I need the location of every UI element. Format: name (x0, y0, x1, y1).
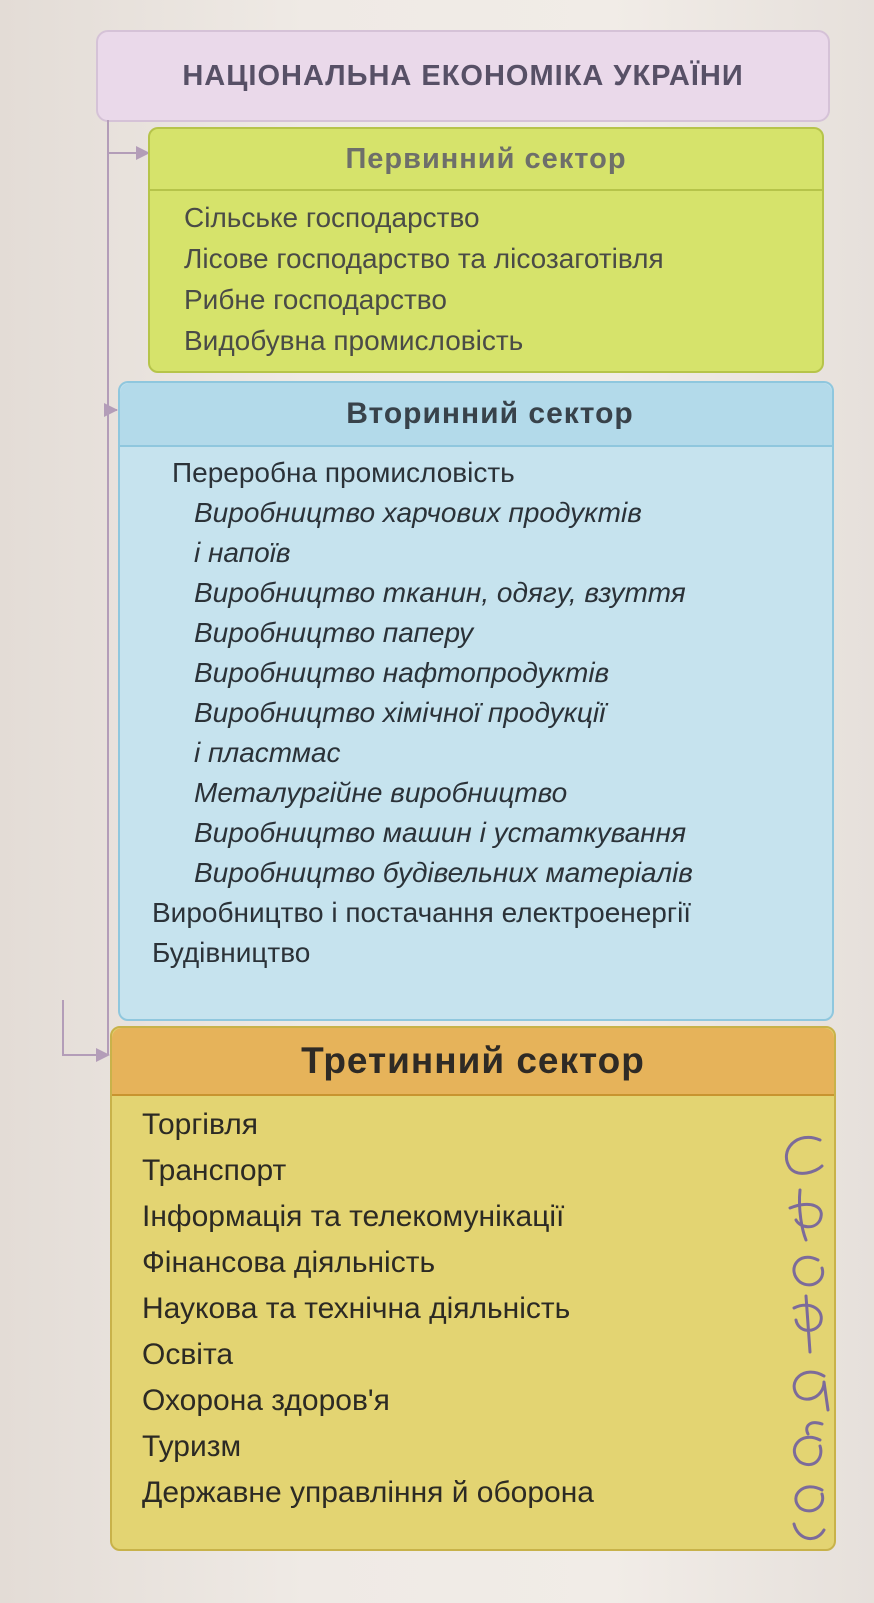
handwritten-note (760, 1120, 850, 1550)
primary-item: Лісове господарство та лісозаготівля (184, 243, 664, 274)
processing-industry: Переробна промисловість (172, 457, 515, 488)
tertiary-item: Торгівля (142, 1108, 258, 1141)
construction-item: Будівництво (152, 937, 311, 968)
secondary-sector-header: Вторинний сектор (120, 383, 832, 447)
energy-item: Виробництво і постачання електроенергії (152, 897, 692, 928)
processing-sub-item: Виробництво паперу (194, 617, 474, 648)
tertiary-sector-box (110, 1026, 836, 1551)
tertiary-item: Туризм (142, 1430, 242, 1463)
connector-vertical (107, 120, 109, 1055)
primary-item: Рибне господарство (184, 284, 447, 315)
diagram-title: НАЦІОНАЛЬНА ЕКОНОМІКА УКРАЇНИ (182, 59, 744, 92)
processing-sub-item: Виробництво хімічної продукції (194, 697, 606, 728)
arrow-secondary-icon (104, 403, 118, 417)
connector-tertiary-stem (62, 1000, 64, 1056)
title-box (96, 30, 830, 122)
processing-sub-item: Виробництво тканин, одягу, взуття (194, 577, 686, 608)
tertiary-sector-header: Третинний сектор (112, 1028, 834, 1096)
processing-sub-item: Виробництво харчових продуктів (194, 497, 642, 528)
processing-sub-item: і пластмас (194, 737, 341, 768)
tertiary-item: Державне управління й оборона (142, 1476, 594, 1509)
tertiary-item: Інформація та телекомунікації (142, 1200, 565, 1233)
primary-sector-list (150, 191, 822, 361)
primary-sector-header: Первинний сектор (150, 129, 822, 191)
primary-sector-box (148, 127, 824, 373)
primary-item: Сільське господарство (184, 202, 480, 233)
tertiary-sector-list (112, 1096, 834, 1516)
processing-sub-item: Виробництво будівельних матеріалів (194, 857, 693, 888)
secondary-sector-box (118, 381, 834, 1021)
tertiary-item: Наукова та технічна діяльність (142, 1292, 571, 1325)
arrow-tertiary-icon (96, 1048, 110, 1062)
secondary-sector-list (120, 447, 832, 973)
tertiary-item: Охорона здоров'я (142, 1384, 390, 1417)
processing-sub-item: Металургійне виробництво (194, 777, 568, 808)
processing-sub-item: Виробництво машин і устаткування (194, 817, 687, 848)
tertiary-item: Фінансова діяльність (142, 1246, 436, 1279)
processing-sub-item: Виробництво нафтопродуктів (194, 657, 610, 688)
tertiary-item: Освіта (142, 1338, 234, 1371)
tertiary-item: Транспорт (142, 1154, 287, 1187)
processing-sub-item: і напоїв (194, 537, 291, 568)
primary-item: Видобувна промисловість (184, 325, 524, 356)
